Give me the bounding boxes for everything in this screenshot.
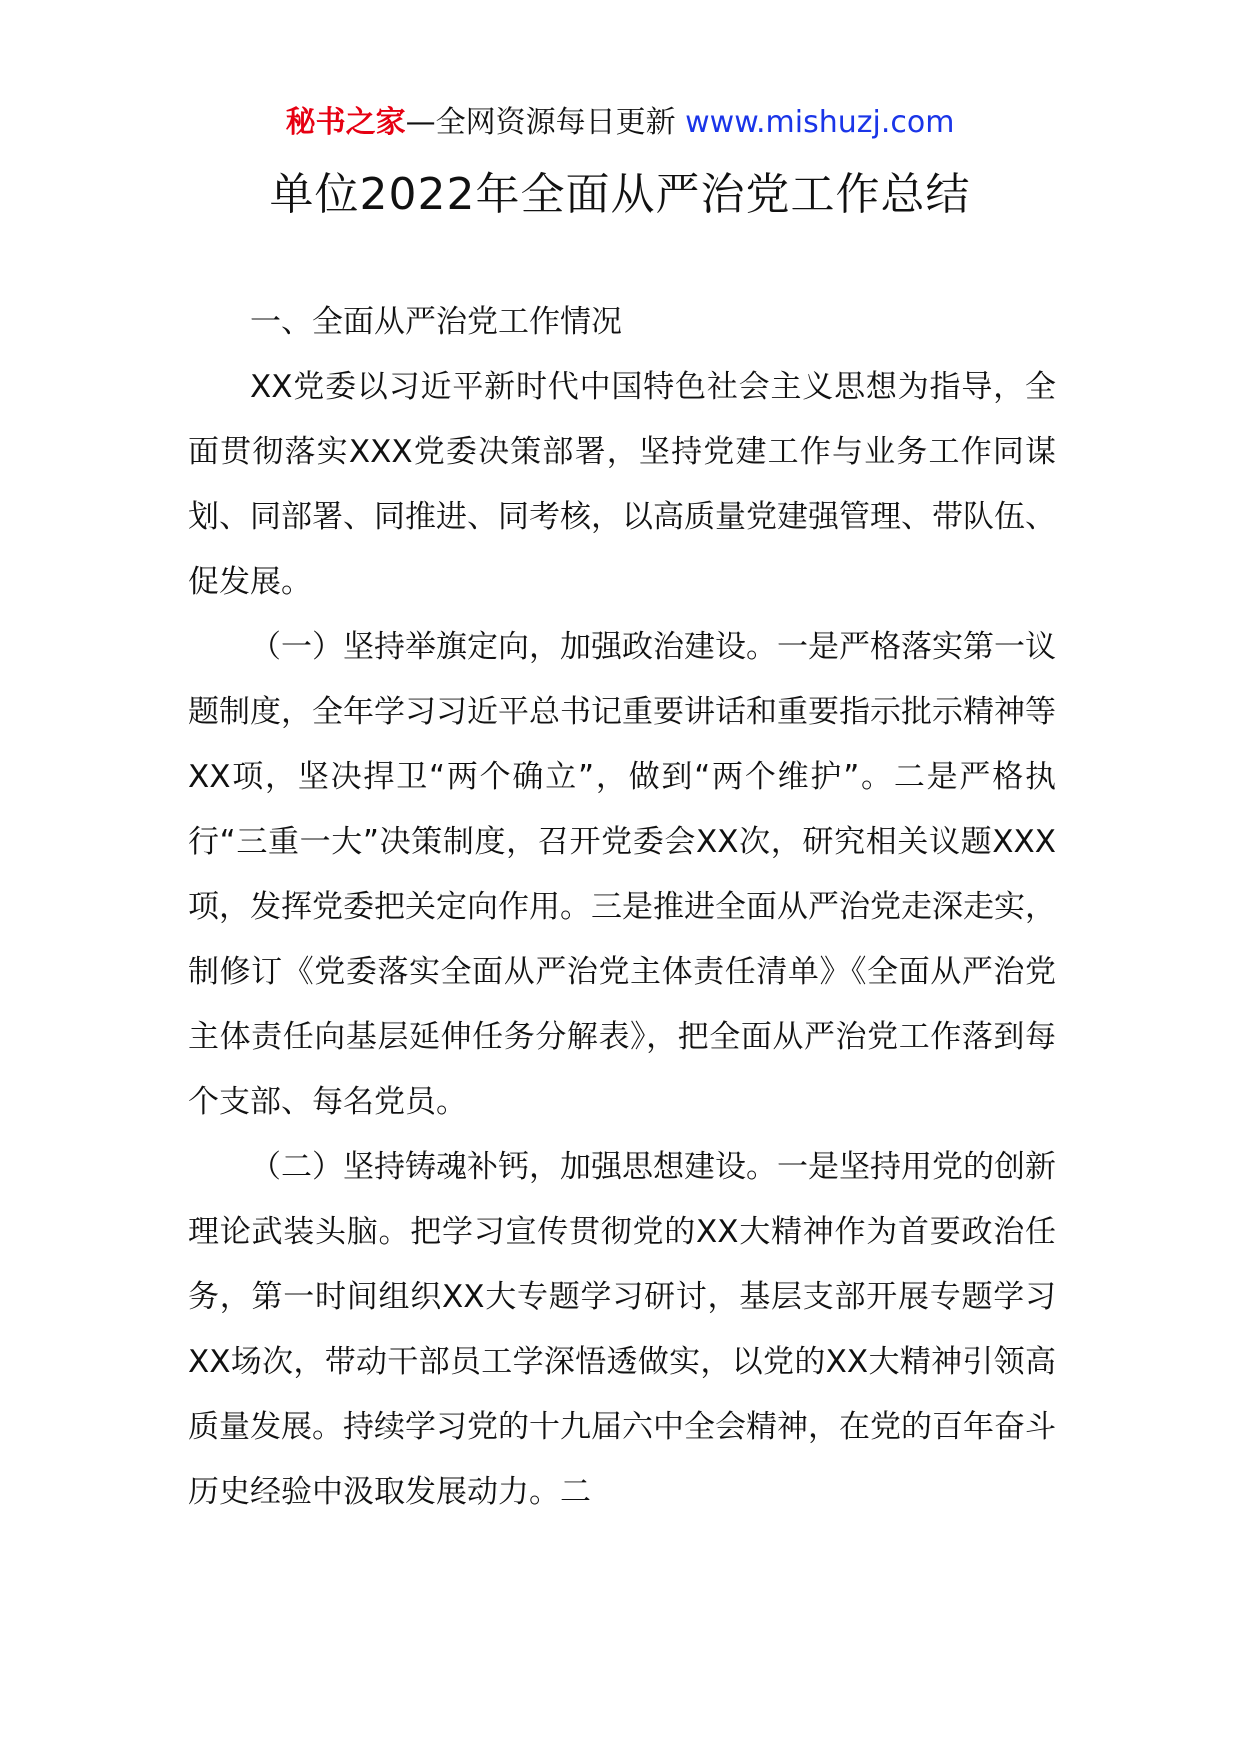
brand-name: 秘书之家: [285, 105, 406, 140]
document-body: [188, 290, 1056, 1525]
paragraph-intro: XX党委以习近平新时代中国特色社会主义思想为指导，全面贯彻落实XXX党委决策部署，坚持党建工作与业务工作同谋划、同部署、同推进、同考核，以高质量党建强管理、带队伍、促发展。: [188, 369, 1056, 600]
paragraph-ideological-building: （二）坚持铸魂补钙，加强思想建设。一是坚持用党的创新理论武装头脑。把学习宣传贯彻党的XX大精神作为首要政治任务，第一时间组织XX大专题学习研讨，基层支部开展专题学习XX场次，带动干部员工学深悟透做实，以党的XX大精神引领高质量发展。持续学习党的十九届六中全会精神，在党的百年奋斗历史经验中汲取发展动力。二: [188, 1149, 1056, 1510]
section-heading: 一、全面从严治党工作情况: [250, 304, 622, 340]
site-banner: [0, 100, 1240, 146]
document-title: 单位2022年全面从严治党工作总结: [269, 169, 971, 220]
banner-slogan: —全网资源每日更新: [405, 105, 686, 140]
site-url-link[interactable]: www.mishuzj.com: [685, 105, 955, 140]
paragraph-political-building: （一）坚持举旗定向，加强政治建设。一是严格落实第一议题制度，全年学习习近平总书记重要讲话和重要指示批示精神等XX项，坚决捍卫“两个确立”，做到“两个维护”。二是严格执行“三重一大”决策制度，召开党委会XX次，研究相关议题XXX项，发挥党委把关定向作用。三是推进全面从严治党走深走实，制修订《党委落实全面从严治党主体责任清单》《全面从严治党主体责任向基层延伸任务分解表》，把全面从严治党工作落到每个支部、每名党员。: [188, 629, 1056, 1120]
